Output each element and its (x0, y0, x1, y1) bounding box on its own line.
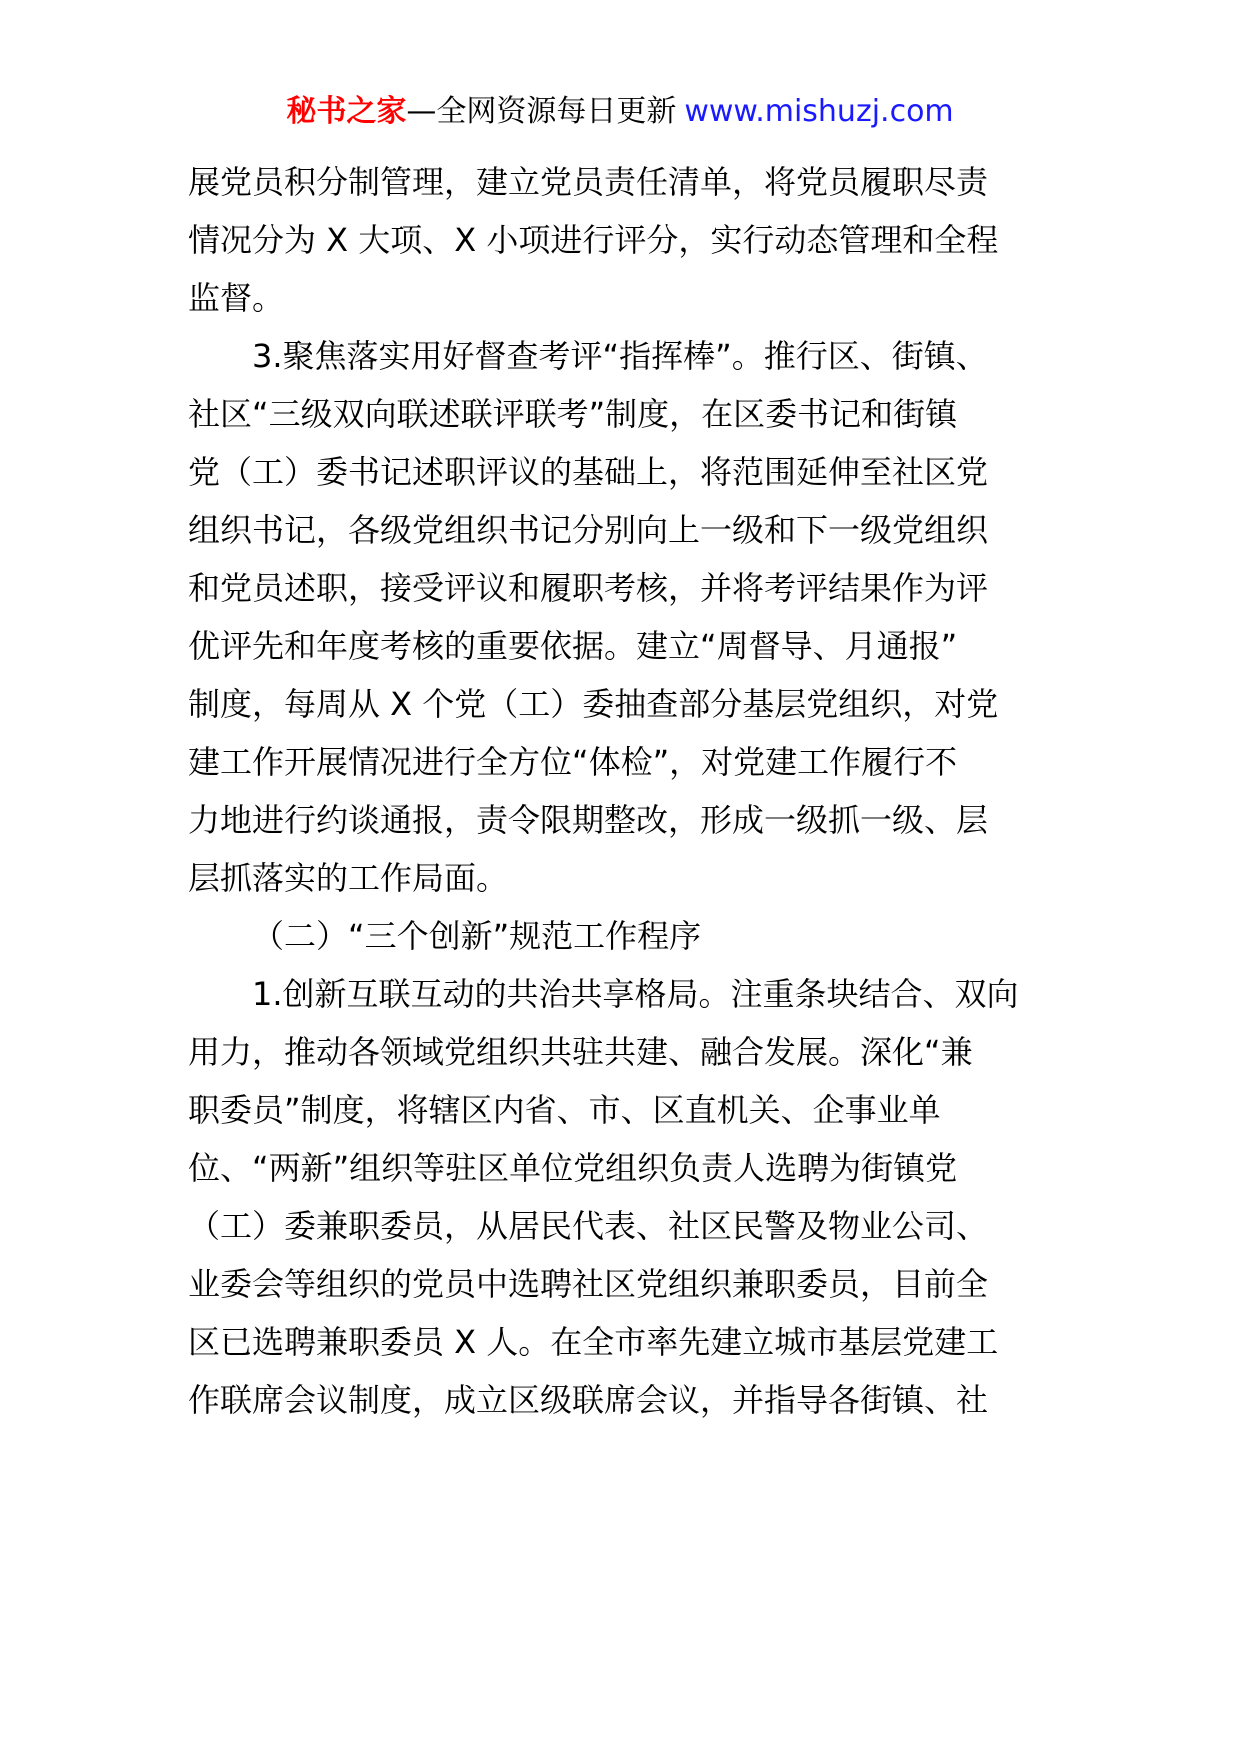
text-line: 优评先和年度考核的重要依据。建立“周督导、月通报” (188, 627, 958, 665)
site-brand: 秘书之家 (286, 94, 407, 129)
site-url-link[interactable]: www.mishuzj.com (684, 94, 954, 129)
section-heading: （二）“三个创新”规范工作程序 (252, 917, 702, 955)
text-line: 情况分为 X 大项、X 小项进行评分，实行动态管理和全程 (188, 221, 999, 259)
text-line: 和党员述职，接受评议和履职考核，并将考评结果作为评 (188, 569, 989, 607)
text-line: 党（工）委书记述职评议的基础上，将范围延伸至社区党 (188, 453, 989, 491)
text-line: 作联席会议制度，成立区级联席会议，并指导各街镇、社 (188, 1381, 989, 1419)
paragraph-start-line: 1.创新互联互动的共治共享格局。注重条块结合、双向 (252, 975, 1019, 1013)
text-line: 层抓落实的工作局面。 (188, 859, 509, 897)
paragraph-start-line: 3.聚焦落实用好督查考评“指挥棒”。推行区、街镇、 (252, 337, 988, 375)
text-line: 建工作开展情况进行全方位“体检”，对党建工作履行不 (188, 743, 958, 781)
site-slogan: —全网资源每日更新 (406, 94, 677, 129)
text-line: 制度，每周从 X 个党（工）委抽查部分基层党组织，对党 (188, 685, 999, 723)
text-line: 位、“两新”组织等驻区单位党组织负责人选聘为街镇党 (188, 1149, 958, 1187)
text-line: 监督。 (188, 279, 285, 317)
text-line: 区已选聘兼职委员 X 人。在全市率先建立城市基层党建工 (188, 1323, 999, 1361)
text-line: 力地进行约谈通报，责令限期整改，形成一级抓一级、层 (188, 801, 989, 839)
text-line: 业委会等组织的党员中选聘社区党组织兼职委员，目前全 (188, 1265, 989, 1303)
text-line: 组织书记，各级党组织书记分别向上一级和下一级党组织 (188, 511, 989, 549)
text-line: 展党员积分制管理，建立党员责任清单，将党员履职尽责 (188, 163, 989, 201)
text-line: 职委员”制度，将辖区内省、市、区直机关、企事业单 (188, 1091, 941, 1129)
text-line: 用力，推动各领域党组织共驻共建、融合发展。深化“兼 (188, 1033, 973, 1071)
text-line: 社区“三级双向联述联评联考”制度，在区委书记和街镇 (188, 395, 958, 433)
text-line: （工）委兼职委员，从居民代表、社区民警及物业公司、 (188, 1207, 989, 1245)
site-header (0, 92, 1240, 132)
